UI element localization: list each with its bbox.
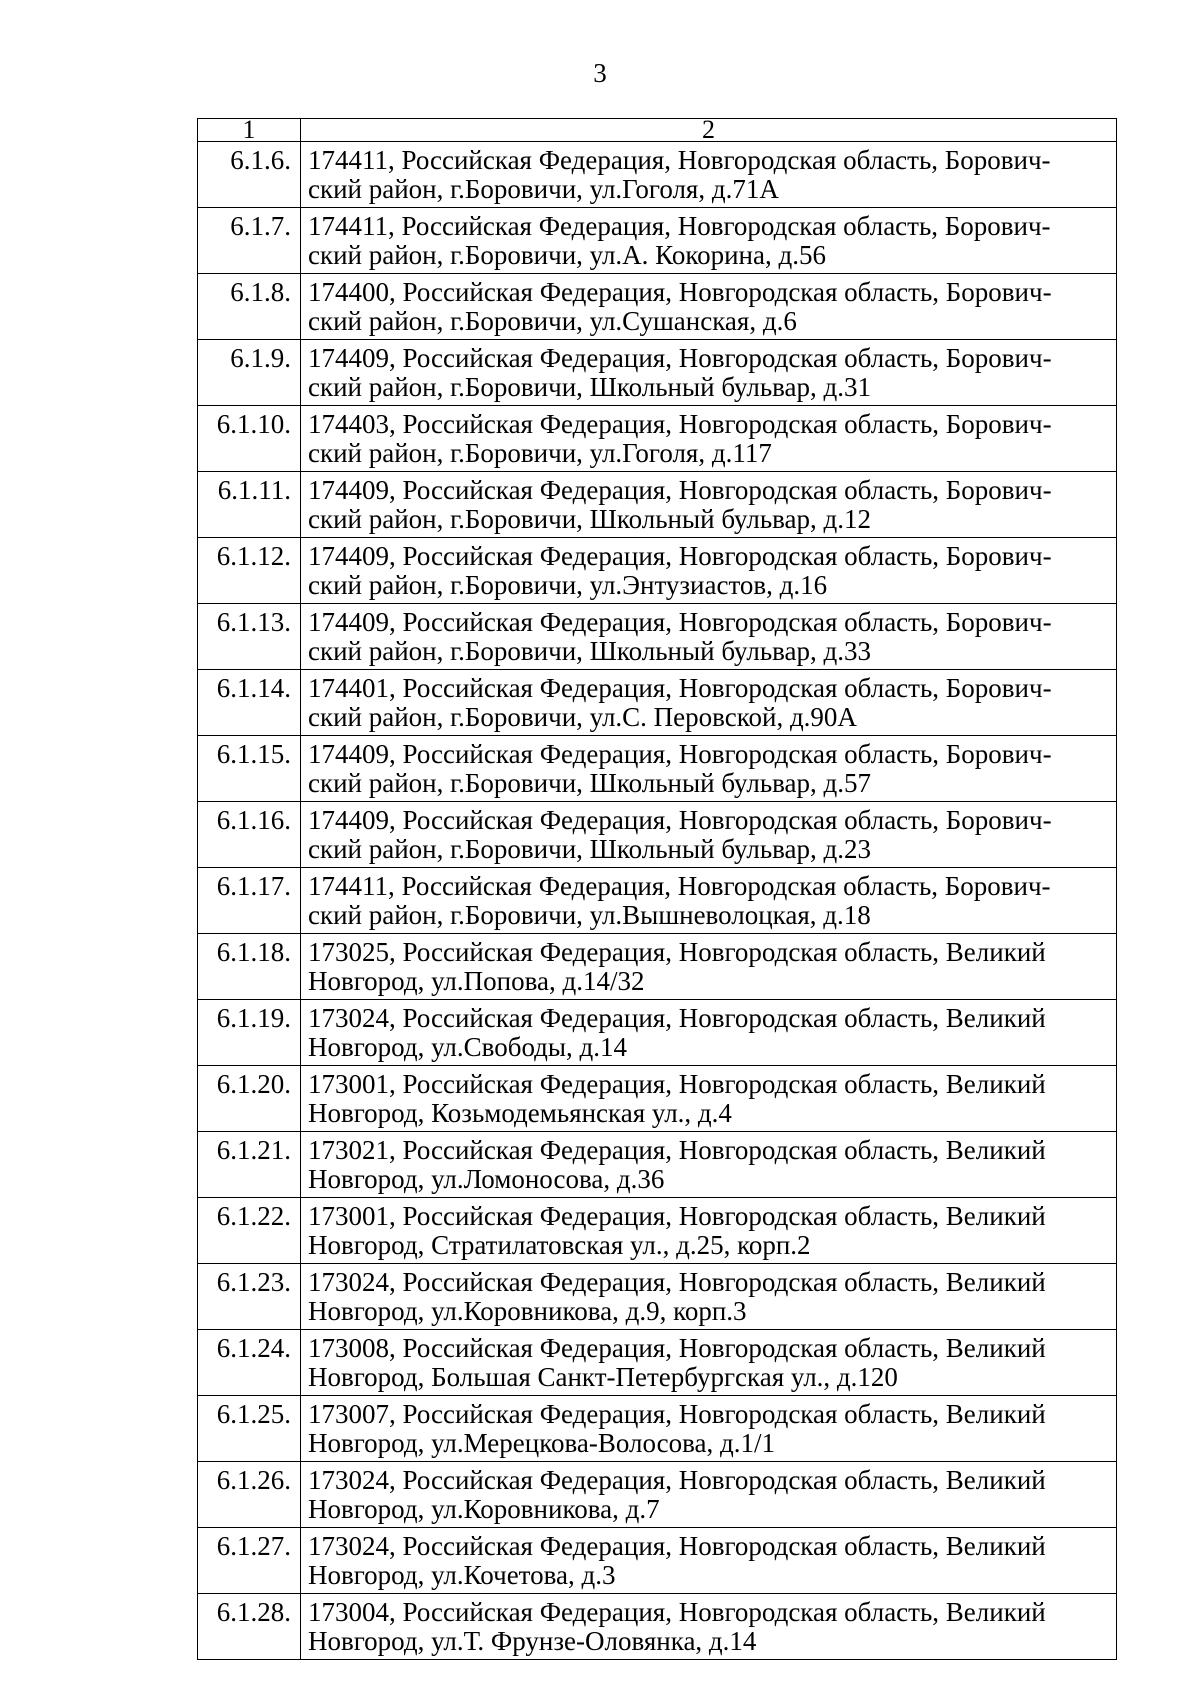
address-cell [301,538,1117,604]
address-cell [301,1396,1117,1462]
address-line-1: 173008, Российская Федерация, Новгородская область, Великий [308,1334,1046,1363]
address-cell [301,142,1117,208]
address-line-1: 173004, Российская Федерация, Новгородская область, Великий [308,1598,1046,1627]
table-header-row [198,119,1117,142]
address-line-2: ский район, г.Боровичи, Школьный бульвар, д.12 [308,505,872,534]
address-line-1: 174400, Российская Федерация, Новгородская область, Борович- [308,278,1052,307]
address-cell [301,1594,1117,1660]
table-row [198,604,1117,670]
address-cell [301,1528,1117,1594]
address-line-1: 174411, Российская Федерация, Новгородская область, Борович- [308,146,1051,175]
address-line-2: ский район, г.Боровичи, Школьный бульвар, д.57 [308,769,872,798]
address-line-2: Новгород, ул.Ломоносова, д.36 [308,1165,665,1194]
address-line-1: 173025, Российская Федерация, Новгородская область, Великий [308,938,1046,967]
table-row [198,538,1117,604]
column-header-number: 1 [198,119,301,142]
item-number: 6.1.12. [198,538,301,604]
item-number: 6.1.17. [198,868,301,934]
address-cell [301,868,1117,934]
item-number: 6.1.27. [198,1528,301,1594]
address-line-1: 174409, Российская Федерация, Новгородская область, Борович- [308,476,1052,505]
address-cell [301,670,1117,736]
item-number: 6.1.11. [198,472,301,538]
address-cell [301,1264,1117,1330]
address-line-1: 173001, Российская Федерация, Новгородская область, Великий [308,1202,1046,1231]
address-cell [301,1462,1117,1528]
address-line-2: ский район, г.Боровичи, ул.Энтузиастов, д.16 [308,571,828,600]
address-line-1: 173024, Российская Федерация, Новгородская область, Великий [308,1532,1046,1561]
address-line-2: ский район, г.Боровичи, Школьный бульвар, д.31 [308,373,872,402]
item-number: 6.1.14. [198,670,301,736]
item-number: 6.1.18. [198,934,301,1000]
item-number: 6.1.28. [198,1594,301,1660]
address-line-1: 173001, Российская Федерация, Новгородская область, Великий [308,1070,1046,1099]
table-row [198,1594,1117,1660]
address-line-2: Новгород, Козьмодемьянская ул., д.4 [308,1099,732,1128]
address-line-2: Новгород, ул.Мерецкова-Волосова, д.1/1 [308,1429,775,1458]
address-cell [301,472,1117,538]
table-row [198,1462,1117,1528]
table-row [198,142,1117,208]
address-cell [301,406,1117,472]
address-line-2: ский район, г.Боровичи, ул.Сушанская, д.6 [308,307,797,336]
address-line-2: Новгород, ул.Кочетова, д.3 [308,1561,616,1590]
address-line-2: Новгород, Стратилатовская ул., д.25, корп.2 [308,1231,811,1260]
address-cell [301,934,1117,1000]
table-row [198,274,1117,340]
table-row [198,472,1117,538]
address-cell [301,1330,1117,1396]
column-header-address: 2 [301,119,1117,142]
table-row [198,1330,1117,1396]
address-line-2: ский район, г.Боровичи, Школьный бульвар, д.23 [308,835,872,864]
table-row [198,1198,1117,1264]
table-row [198,934,1117,1000]
address-line-2: ский район, г.Боровичи, ул.Вышневолоцкая, д.18 [308,901,871,930]
address-line-2: ский район, г.Боровичи, ул.С. Перовской, д.90А [308,703,857,732]
address-line-1: 174409, Российская Федерация, Новгородская область, Борович- [308,740,1052,769]
address-line-2: ский район, г.Боровичи, ул.Гоголя, д.117 [308,439,772,468]
address-line-2: Новгород, ул.Коровникова, д.7 [308,1495,660,1524]
item-number: 6.1.6. [198,142,301,208]
item-number: 6.1.24. [198,1330,301,1396]
item-number: 6.1.8. [198,274,301,340]
address-cell [301,736,1117,802]
address-line-1: 174409, Российская Федерация, Новгородская область, Борович- [308,806,1052,835]
address-table [197,115,1117,1660]
table-row [198,1264,1117,1330]
address-line-2: Новгород, ул.Т. Фрунзе-Оловянка, д.14 [308,1627,757,1656]
table-row [198,802,1117,868]
address-line-2: Новгород, ул.Свободы, д.14 [308,1033,628,1062]
item-number: 6.1.13. [198,604,301,670]
address-line-1: 173024, Российская Федерация, Новгородская область, Великий [308,1268,1046,1297]
address-line-1: 173024, Российская Федерация, Новгородская область, Великий [308,1004,1046,1033]
item-number: 6.1.9. [198,340,301,406]
table-row [198,1132,1117,1198]
item-number: 6.1.25. [198,1396,301,1462]
address-line-2: ский район, г.Боровичи, ул.Гоголя, д.71А [308,175,779,204]
item-number: 6.1.16. [198,802,301,868]
table-row [198,1000,1117,1066]
item-number: 6.1.23. [198,1264,301,1330]
item-number: 6.1.22. [198,1198,301,1264]
address-line-2: Новгород, Большая Санкт-Петербургская ул., д.120 [308,1363,898,1392]
table-row [198,1396,1117,1462]
address-line-2: Новгород, ул.Коровникова, д.9, корп.3 [308,1297,747,1326]
address-cell [301,274,1117,340]
address-line-1: 174409, Российская Федерация, Новгородская область, Борович- [308,344,1052,373]
item-number: 6.1.10. [198,406,301,472]
page-number: 3 [593,58,607,88]
address-cell [301,604,1117,670]
table-row [198,340,1117,406]
address-line-2: ский район, г.Боровичи, Школьный бульвар, д.33 [308,637,872,666]
address-cell [301,1198,1117,1264]
table-row [198,868,1117,934]
address-line-1: 174409, Российская Федерация, Новгородская область, Борович- [308,542,1052,571]
address-line-1: 173021, Российская Федерация, Новгородская область, Великий [308,1136,1046,1165]
address-line-1: 174403, Российская Федерация, Новгородская область, Борович- [308,410,1052,439]
address-cell [301,802,1117,868]
table-row [198,208,1117,274]
address-line-1: 174401, Российская Федерация, Новгородская область, Борович- [308,674,1052,703]
address-cell [301,1132,1117,1198]
item-number: 6.1.15. [198,736,301,802]
address-line-1: 174409, Российская Федерация, Новгородская область, Борович- [308,608,1052,637]
address-line-1: 173007, Российская Федерация, Новгородская область, Великий [308,1400,1046,1429]
item-number: 6.1.26. [198,1462,301,1528]
address-cell [301,1066,1117,1132]
address-line-2: ский район, г.Боровичи, ул.А. Кокорина, д.56 [308,241,826,270]
table-row [198,1066,1117,1132]
address-cell [301,1000,1117,1066]
table-row [198,406,1117,472]
table-row [198,1528,1117,1594]
item-number: 6.1.20. [198,1066,301,1132]
table-row [198,670,1117,736]
item-number: 6.1.19. [198,1000,301,1066]
address-cell [301,340,1117,406]
address-line-1: 173024, Российская Федерация, Новгородская область, Великий [308,1466,1046,1495]
item-number: 6.1.7. [198,208,301,274]
address-cell [301,208,1117,274]
item-number: 6.1.21. [198,1132,301,1198]
address-table-body [198,115,1117,1660]
address-line-1: 174411, Российская Федерация, Новгородская область, Борович- [308,212,1051,241]
address-line-1: 174411, Российская Федерация, Новгородская область, Борович- [308,872,1051,901]
address-line-2: Новгород, ул.Попова, д.14/32 [308,967,645,996]
table-row [198,736,1117,802]
